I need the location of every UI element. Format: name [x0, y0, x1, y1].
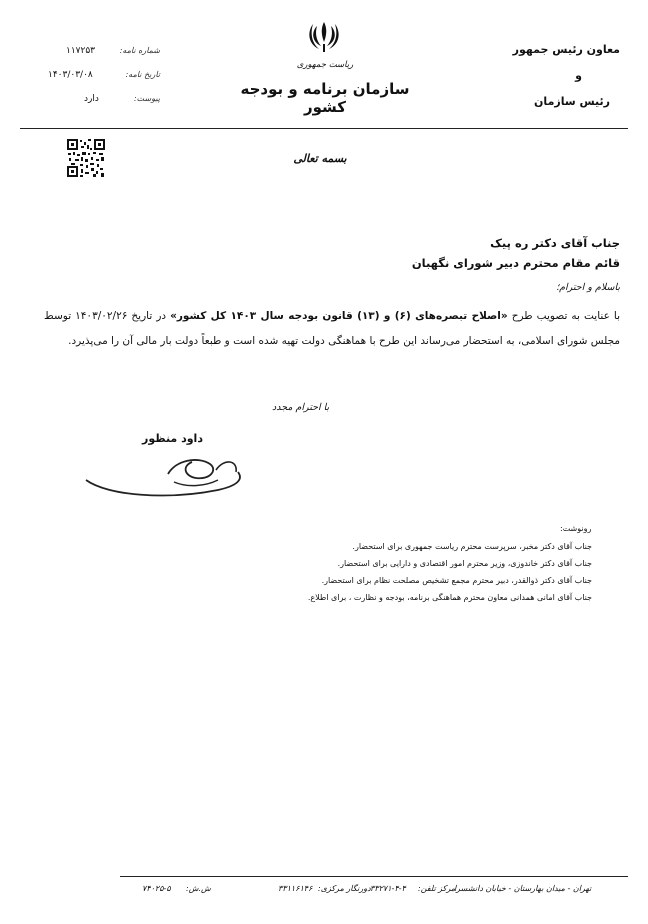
- greeting: باسلام و احترام؛: [556, 282, 620, 293]
- issuer-title-line1: معاون رئیس جمهور: [512, 43, 620, 56]
- letter-number-label: شماره نامه:: [119, 46, 160, 55]
- body-text-start: با عنایت به تصویب طرح: [507, 310, 621, 322]
- footer-postal-label: ش.ش:: [186, 884, 211, 893]
- cc-list: [270, 538, 592, 606]
- issuer-and: و: [575, 69, 582, 82]
- closing: با احترام مجدد: [272, 402, 330, 413]
- cc-item: جناب آقای امانی همدانی معاون محترم هماهنگی برنامه، بودجه و نظارت ، برای اطلاع.: [307, 593, 592, 602]
- header-subtitle: ریاست جمهوری: [296, 60, 354, 70]
- body-bill-title: «اصلاح تبصره‌های (۶) و (۱۳) قانون بودجه سال ۱۴۰۳ کل کشور»: [170, 310, 508, 322]
- cc-title: رونوشت:: [560, 524, 592, 533]
- issuer-title-line2: رئیس سازمان: [534, 95, 610, 108]
- cc-item: جناب آقای دکتر مخبر، سرپرست محترم ریاست جمهوری برای استحضار.: [352, 542, 592, 551]
- header-divider: [20, 128, 628, 129]
- attachment-label: پیوست:: [133, 94, 160, 103]
- attachment-value: دارد: [84, 94, 99, 104]
- iran-emblem-icon: [307, 18, 341, 56]
- footer-phone: ۳۳۲۷۱-۴-۴: [370, 884, 406, 893]
- letter-meta: [40, 46, 160, 116]
- footer-address: تهران - میدان بهارستان - خیابان دانشسرا: [454, 884, 592, 893]
- cc-item: جناب آقای دکتر خاندوزی، وزیر محترم امور اقتصادی و دارایی برای استحضار.: [337, 559, 592, 568]
- footer-postal: ۷۴۰۲۵-۵: [142, 884, 171, 893]
- footer-divider: [120, 876, 628, 877]
- letter-date-label: تاریخ نامه:: [125, 70, 160, 79]
- cc-item: جناب آقای دکتر ذوالقدر، دبیر محترم مجمع تشخیص مصلحت نظام برای استحضار.: [321, 576, 592, 585]
- organization-title: سازمان برنامه و بودجه کشور: [240, 80, 410, 116]
- footer-fax-label: دورنگار مرکزی:: [318, 884, 371, 893]
- letter-date: ۱۴۰۳/۰۳/۰۸: [48, 70, 93, 80]
- signer-name: داود منظور: [142, 432, 203, 445]
- addressee-title: قائم مقام محترم دبیر شورای نگهبان: [411, 256, 620, 270]
- qr-code: [66, 138, 106, 178]
- body-text-end: در تاریخ ۱۴۰۳/۰۲/۲۶ توسط مجلس شورای اسلامی، به استحضار می‌رساند این طرح با هماهنگی دولت تهیه شده است و طبعاً دولت بار مالی آن را می‌پذیرد.: [44, 310, 620, 347]
- signature: [78, 450, 248, 502]
- footer-phone-label: مرکز تلفن:: [418, 884, 456, 893]
- addressee-name: جناب آقای دکتر ره پیک: [490, 236, 620, 250]
- footer-fax: ۳۳۱۱۶۱۴۶: [278, 884, 313, 893]
- bismillah: بسمه تعالی: [293, 152, 347, 165]
- letter-number: ۱۱۷۲۵۳: [66, 46, 96, 56]
- letter-body: [44, 304, 620, 354]
